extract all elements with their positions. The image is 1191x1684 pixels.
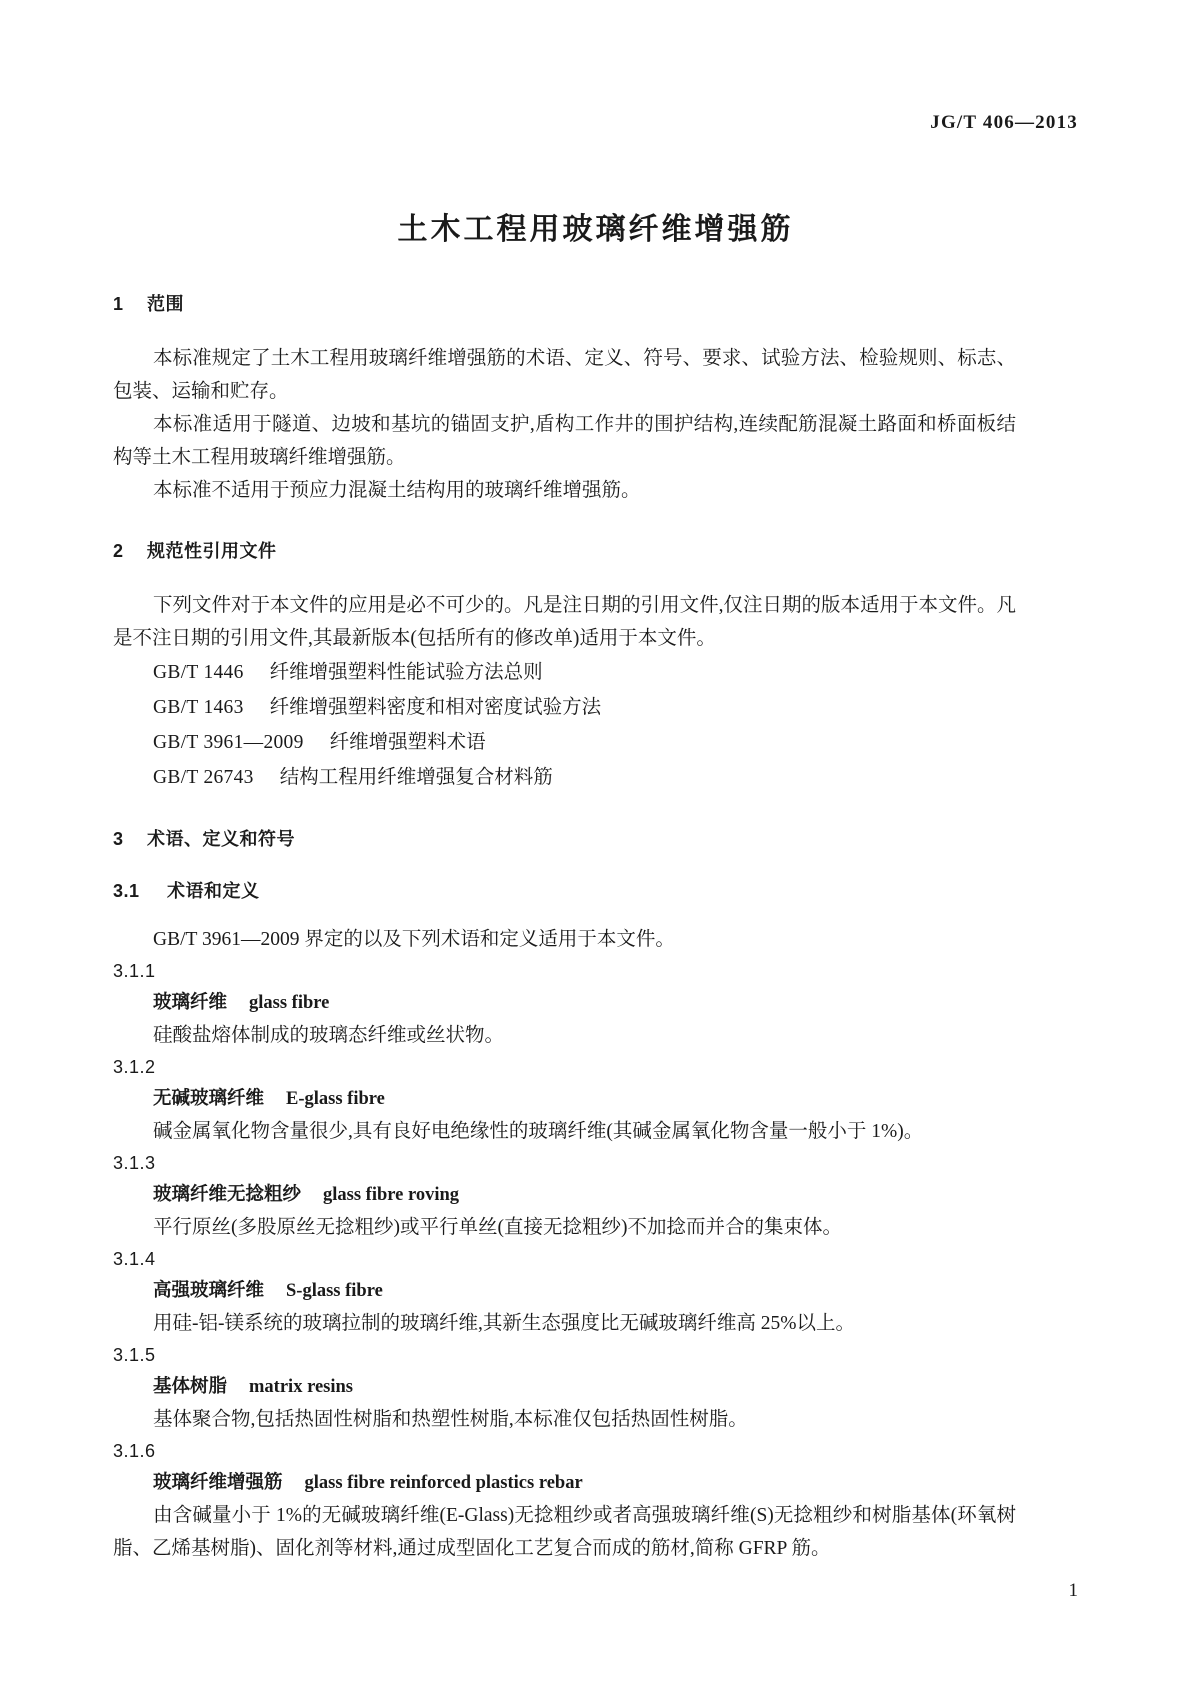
clause-2-title: 规范性引用文件	[147, 541, 277, 561]
normative-reference-item	[113, 690, 1016, 725]
clause-heading-3-1	[113, 877, 1016, 903]
clause-3-number: 3	[113, 829, 124, 849]
term-name-en: glass fibre	[249, 993, 330, 1013]
document-body	[113, 290, 1016, 1565]
reference-title: 纤维增强塑料密度和相对密度试验方法	[269, 697, 602, 718]
term-name	[113, 1370, 1016, 1403]
term-name-en: glass fibre reinforced plastics rebar	[304, 1473, 583, 1493]
term-number: 3.1.2	[113, 1057, 156, 1077]
term-name-en: S-glass fibre	[286, 1281, 383, 1301]
reference-code: GB/T 1463	[153, 697, 244, 718]
term-name-en: glass fibre roving	[323, 1185, 460, 1205]
term-number: 3.1.4	[113, 1249, 156, 1269]
clause-1-paragraph-1: 本标准规定了土木工程用玻璃纤维增强筋的术语、定义、符号、要求、试验方法、检验规则、标志、包装、运输和贮存。	[113, 348, 1016, 402]
clause-1-title: 范围	[147, 294, 184, 314]
term-definition: 硅酸盐熔体制成的玻璃态纤维或丝状物。	[153, 1025, 505, 1046]
clause-3-1-title: 术语和定义	[167, 881, 260, 901]
term-number: 3.1.1	[113, 961, 156, 981]
term-definition: 用硅-铝-镁系统的玻璃拉制的玻璃纤维,其新生态强度比无碱玻璃纤维高 25%以上。	[153, 1313, 855, 1334]
term-name-cn: 无碱玻璃纤维	[153, 1087, 265, 1108]
term-number: 3.1.3	[113, 1153, 156, 1173]
term-name-cn: 玻璃纤维无捻粗纱	[153, 1183, 302, 1204]
term-name	[113, 986, 1016, 1019]
normative-reference-item	[113, 760, 1016, 795]
term-number: 3.1.5	[113, 1345, 156, 1365]
reference-code: GB/T 26743	[153, 767, 254, 788]
term-name-cn: 玻璃纤维增强筋	[153, 1471, 283, 1492]
term-name-en: E-glass fibre	[286, 1089, 385, 1109]
page-title: 土木工程用玻璃纤维增强筋	[397, 213, 794, 246]
clause-3-1-intro: GB/T 3961—2009 界定的以及下列术语和定义适用于本文件。	[153, 929, 675, 950]
clause-heading-2	[113, 537, 1016, 563]
normative-reference-item	[113, 655, 1016, 690]
reference-code: GB/T 1446	[153, 662, 244, 683]
reference-title: 结构工程用纤维增强复合材料筋	[279, 767, 553, 788]
term-name-cn: 玻璃纤维	[153, 991, 228, 1012]
standard-code-header: JG/T 406—2013	[930, 112, 1078, 133]
term-name-en: matrix resins	[249, 1377, 353, 1397]
clause-2-paragraph-1: 下列文件对于本文件的应用是必不可少的。凡是注日期的引用文件,仅注日期的版本适用于本文件。凡是不注日期的引用文件,其最新版本(包括所有的修改单)适用于本文件。	[113, 595, 1016, 649]
clause-3-1-number: 3.1	[113, 881, 140, 901]
reference-title: 纤维增强塑料术语	[329, 732, 486, 753]
term-definition: 平行原丝(多股原丝无捻粗纱)或平行单丝(直接无捻粗纱)不加捻而并合的集束体。	[153, 1217, 842, 1238]
clause-1-paragraph-3: 本标准不适用于预应力混凝土结构用的玻璃纤维增强筋。	[153, 480, 641, 501]
term-name	[113, 1274, 1016, 1307]
clause-2-number: 2	[113, 541, 124, 561]
normative-reference-item	[113, 725, 1016, 760]
reference-title: 纤维增强塑料性能试验方法总则	[269, 662, 543, 683]
clause-heading-1	[113, 290, 1016, 316]
term-name	[113, 1082, 1016, 1115]
term-definition: 基体聚合物,包括热固性树脂和热塑性树脂,本标准仅包括热固性树脂。	[153, 1409, 748, 1430]
term-definition: 碱金属氧化物含量很少,具有良好电绝缘性的玻璃纤维(其碱金属氧化物含量一般小于 1%)。	[153, 1121, 924, 1142]
page-number: 1	[1068, 1580, 1078, 1601]
clause-1-number: 1	[113, 294, 124, 314]
clause-heading-3	[113, 825, 1016, 851]
term-name	[113, 1466, 1016, 1499]
term-definition-text: 由含碱量小于 1%的无碱玻璃纤维(E-Glass)无捻粗纱或者高强玻璃纤维(S)无捻粗纱和树脂基体(环氧树脂、乙烯基树脂)、固化剂等材料,通过成型固化工艺复合而成的筋材,简称 GFRP 筋。	[113, 1505, 1016, 1559]
term-name-cn: 基体树脂	[153, 1375, 228, 1396]
clause-1-paragraph-2: 本标准适用于隧道、边坡和基坑的锚固支护,盾构工作井的围护结构,连续配筋混凝土路面和桥面板结构等土木工程用玻璃纤维增强筋。	[113, 414, 1016, 468]
term-definition	[113, 1499, 1016, 1565]
term-number: 3.1.6	[113, 1441, 156, 1461]
term-name-cn: 高强玻璃纤维	[153, 1279, 265, 1300]
clause-3-title: 术语、定义和符号	[147, 829, 295, 849]
reference-code: GB/T 3961—2009	[153, 732, 304, 753]
term-name	[113, 1178, 1016, 1211]
